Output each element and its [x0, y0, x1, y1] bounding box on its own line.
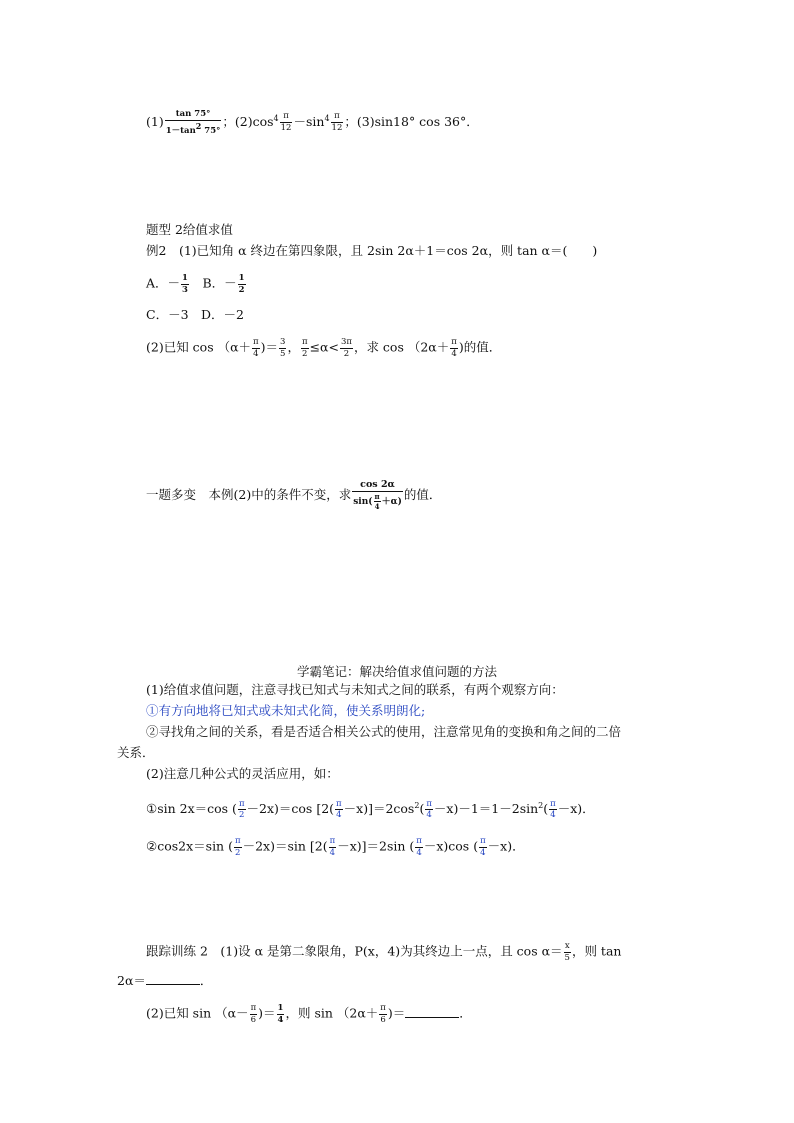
- note-line-3: ②寻找角之间的关系，看是否适合相关公式的使用，注意常见角的变换和角之间的二倍: [146, 724, 622, 739]
- fraction-pi-4: $\frac{\pi}{4}$: [329, 836, 336, 858]
- fraction-pi-4: $\frac{\pi}{4}$: [426, 798, 432, 821]
- fraction-pi-2: $\frac{\pi}{2}$: [234, 836, 241, 858]
- fraction-pi-4: $\frac{\pi}{4}$: [336, 798, 342, 821]
- fraction-cos2a-over-sin: cos 2α sin( $\frac{\pi}{4}$ ＋α): [353, 479, 402, 511]
- fraction-pi-12: $\frac{\pi}{12}$: [331, 111, 343, 133]
- options-ab: A．－ $\frac{1}{3}$ B．－ $\frac{1}{2}$: [146, 273, 245, 295]
- practice-2-question-2: (2)已知 sin （α－ $\frac{\pi}{6}$ )＝ $\frac{1}{4}$ ，则 sin （2α＋ $\frac{\pi}{6}$ )＝ ．: [146, 1003, 472, 1025]
- note-line-1: (1)给值求值问题，注意寻找已知式与未知式之间的联系，有两个观察方向：: [146, 682, 564, 697]
- practice-2-question-1: 跟踪训练 2 (1)设 α 是第二象限角，P(x，4)为其终边上一点，且 cos α＝ $\frac{x}{5}$ ，则 tan: [146, 941, 622, 963]
- fraction-3pi-2: $\frac{3\pi}{2}$: [340, 337, 352, 359]
- section-heading: 题型 2给值求值: [146, 222, 233, 237]
- fraction-1-2: $\frac{1}{2}$: [238, 273, 245, 295]
- fraction-pi-2: $\frac{\pi}{2}$: [301, 337, 308, 359]
- fraction-x-5: $\frac{x}{5}$: [564, 941, 570, 963]
- fraction-pi-12: $\frac{\pi}{12}$: [280, 111, 292, 133]
- fraction-pi-6: $\frac{\pi}{6}$: [250, 1003, 257, 1025]
- options-cd: C．－3 D．－2: [146, 307, 244, 322]
- fraction-pi-4: $\frac{\pi}{4}$: [416, 836, 422, 858]
- example-2-question-2: (2)已知 cos （α＋ $\frac{\pi}{4}$ )＝ $\frac{3}{5}$ ， $\frac{\pi}{2}$ ≤α< $\frac{3\pi}{2}$ ，求 cos （2α＋ $\frac{\pi}{4}$ )的值．: [146, 337, 502, 359]
- fraction-pi-6: $\frac{\pi}{6}$: [380, 1003, 386, 1025]
- note-line-4: (2)注意几种公式的灵活应用，如：: [146, 766, 339, 781]
- fraction-1-4: $\frac{1}{4}$: [277, 1003, 284, 1025]
- fraction-1-3: $\frac{1}{3}$: [182, 273, 188, 295]
- fraction-3-5: $\frac{3}{5}$: [280, 337, 286, 359]
- prev-exercise-line: (1) $\frac{\tan 75^\circ}{1-\tan 2 75^\circ}$ ；$(2)\cos^4$ $\frac{\pi}{12}$ $-\sin^4$ $\frac{\pi}{12}$ ；(3)sin18° cos 36°．: [146, 109, 479, 136]
- answer-blank[interactable]: [146, 974, 200, 985]
- variant-question: 一题多变 本例(2)中的条件不变，求 cos 2α sin( $\frac{\pi}{4}$ ＋α) 的值．: [146, 479, 442, 511]
- fraction-pi-4: $\frac{\pi}{4}$: [550, 798, 556, 821]
- note-line-2: ①有方向地将已知式或未知式化简，使关系明朗化;: [146, 703, 426, 718]
- note-line-3-cont: 关系．: [117, 745, 155, 760]
- note-title: 学霸笔记：解决给值求值问题的方法: [296, 664, 497, 679]
- fraction-tan75: $\frac{\tan 75^\circ}{1-\tan 2 75^\circ}$: [165, 109, 221, 136]
- fraction-pi-4: $\frac{\pi}{4}$: [451, 337, 457, 359]
- note-formula-2: ②cos2x＝sin ( $\frac{\pi}{2}$ －2x)＝sin [2( $\frac{\pi}{4}$ －x)]＝2sin ( $\frac{\pi}{4}$ －x)cos ( $\frac{\pi}{4}$ －x)．: [146, 836, 525, 858]
- practice-2-question-1-cont: 2α＝ ．: [117, 973, 213, 988]
- answer-blank[interactable]: [405, 1007, 459, 1018]
- note-formula-1: ①sin 2x＝cos ( $\frac{\pi}{2}$ －2x)＝cos [2( $\frac{\pi}{4}$ $-x)]=2\cos^2$( $\frac{\pi}{4}$ $-x)-1=1-2\sin^2$( $\frac{\pi}{4}$ －x)．: [146, 798, 595, 821]
- example-2-question-1: 例2 (1)已知角 α 终边在第四象限，且 2sin 2α＋1＝cos 2α，则 tan α＝( ): [146, 243, 598, 258]
- fraction-pi-4: $\frac{\pi}{4}$: [480, 836, 486, 858]
- fraction-pi-2: $\frac{\pi}{2}$: [238, 798, 245, 821]
- fraction-pi-4: $\frac{\pi}{4}$: [253, 337, 259, 359]
